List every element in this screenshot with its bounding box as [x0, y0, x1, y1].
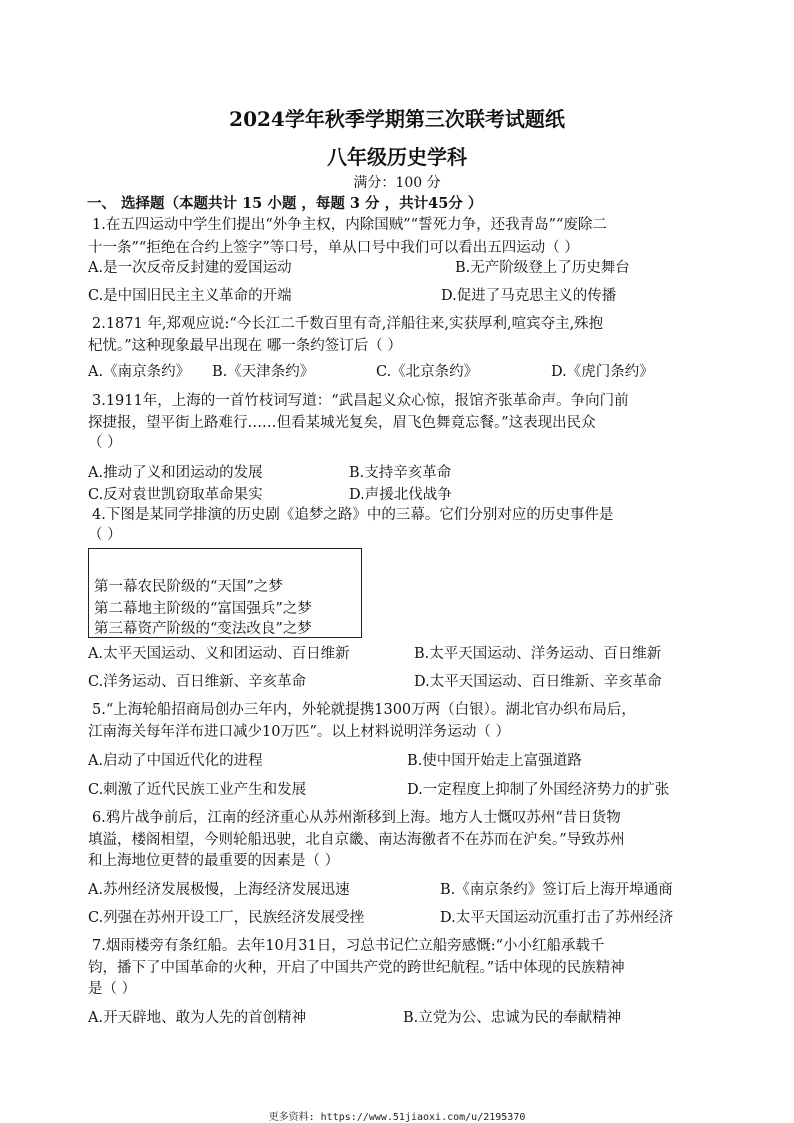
q2-option-a: A.《南京条约》	[88, 364, 191, 380]
q5-option-c: C.刺激了近代民族工业产生和发展	[88, 782, 307, 798]
q3-option-d: D.声援北伐战争	[349, 487, 452, 503]
q4-option-b: B.太平天国运动、洋务运动、百日维新	[414, 646, 662, 662]
q3-stem-line2: 探捷报，望平街上路难行……但看某城光复矣，眉飞色舞竟忘餐。”这表现出民众	[88, 415, 596, 431]
q3-option-a: A.推动了义和团运动的发展	[88, 465, 263, 481]
q4-option-c: C.洋务运动、百日维新、辛亥革命	[88, 674, 307, 690]
q4-scene-3: 第三幕资产阶级的“变法改良”之梦	[94, 621, 312, 637]
q3-option-b: B.支持辛亥革命	[349, 465, 452, 481]
q4-stem-line1: 4.下图是某同学排演的历史剧《追梦之路》中的三幕。它们分别对应的历史事件是	[92, 507, 614, 523]
exam-title: 2024学年秋季学期第三次联考试题纸	[229, 107, 565, 131]
q5-option-d: D.一定程度上抑制了外国经济势力的扩张	[407, 782, 670, 798]
q4-scene-2: 第二幕地主阶级的“富国强兵”之梦	[94, 601, 312, 617]
q7-option-a: A.开天辟地、敢为人先的首创精神	[88, 1010, 307, 1026]
q5-stem-line2: 江南海关每年洋布进口减少10万匹”。以上材料说明洋务运动（ ）	[88, 724, 510, 740]
q2-stem-line1: 2.1871 年,郑观应说:“今长江二千数百里有奇,洋船往来,实获厚利,喧宾夺主,殊抱	[92, 316, 604, 332]
q6-option-d: D.太平天国运动沉重打击了苏州经济	[440, 910, 674, 926]
q7-stem-line3: 是（ ）	[88, 981, 137, 997]
q6-stem-line3: 和上海地位更替的最重要的因素是（ ）	[88, 853, 340, 869]
q3-stem-line1: 3.1911年，上海的一首竹枝词写道：“武昌起义众心惊，报馆齐张革命声。争向门前	[92, 393, 629, 409]
q6-stem-line2: 填溢，楼阁相望，今则轮船迅驶，北自京畿、南达海徼者不在苏而在沪矣。”导致苏州	[88, 832, 625, 848]
q2-option-d: D.《虎门条约》	[551, 364, 654, 380]
q7-option-b: B.立党为公、忠诚为民的奉献精神	[403, 1010, 622, 1026]
section-heading: 一、 选择题（本题共计 15 小题 ，每题 3 分 ，共计45分 ）	[87, 195, 483, 212]
q2-option-b: B.《天津条约》	[212, 364, 315, 380]
q6-option-c: C.列强在苏州开设工厂，民族经济发展受挫	[88, 910, 365, 926]
q3-option-c: C.反对袁世凯窃取革命果实	[88, 487, 263, 503]
q6-option-a: A.苏州经济发展极慢，上海经济发展迅速	[88, 882, 350, 898]
q1-option-c: C.是中国旧民主主义革命的开端	[88, 288, 292, 304]
q4-option-a: A.太平天国运动、义和团运动、百日维新	[88, 646, 350, 662]
footer-link[interactable]: 更多资料: https://www.51jiaoxi.com/u/2195370	[268, 1112, 526, 1123]
q7-stem-line1: 7.烟雨楼旁有条红船。去年10月31日，习总书记伫立船旁感慨:“小小红船承载千	[92, 938, 605, 954]
q4-option-d: D.太平天国运动、百日维新、辛亥革命	[414, 674, 662, 690]
exam-subtitle: 八年级历史学科	[327, 145, 467, 169]
q1-option-a: A.是一次反帝反封建的爱国运动	[88, 260, 292, 276]
q1-stem-line1: 1.在五四运动中学生们提出“外争主权，内除国贼”“誓死力争，还我青岛”“废除二	[92, 217, 607, 233]
q4-stem-line2: （ ）	[88, 527, 122, 543]
q1-option-d: D.促进了马克思主义的传播	[441, 288, 617, 304]
q1-stem-line2: 十一条”“拒绝在合约上签字”等口号，单从口号中我们可以看出五四运动（ ）	[88, 240, 579, 256]
full-score: 满分：100 分	[353, 175, 441, 191]
q5-option-a: A.启动了中国近代化的进程	[88, 753, 263, 769]
q5-stem-line1: 5.“上海轮船招商局创办三年内，外轮就提携1300万两（白银）。湖北官办织布局后，	[92, 702, 636, 718]
q4-scene-1: 第一幕农民阶级的“天国”之梦	[94, 579, 283, 595]
q6-option-b: B.《南京条约》签订后上海开埠通商	[440, 882, 673, 898]
q1-option-b: B.无产阶级登上了历史舞台	[455, 260, 630, 276]
q6-stem-line1: 6.鸦片战争前后，江南的经济重心从苏州渐移到上海。地方人士慨叹苏州“昔日货物	[92, 810, 621, 826]
q2-option-c: C.《北京条约》	[376, 364, 479, 380]
q5-option-b: B.使中国开始走上富强道路	[407, 753, 582, 769]
q2-stem-line2: 杞忧。”这种现象最早出现在 哪一条约签订后（ ）	[88, 338, 402, 354]
q7-stem-line2: 钧，播下了中国革命的火种，开启了中国共产党的跨世纪航程。”话中体现的民族精神	[88, 960, 625, 976]
q3-stem-line3: （ ）	[88, 435, 122, 451]
